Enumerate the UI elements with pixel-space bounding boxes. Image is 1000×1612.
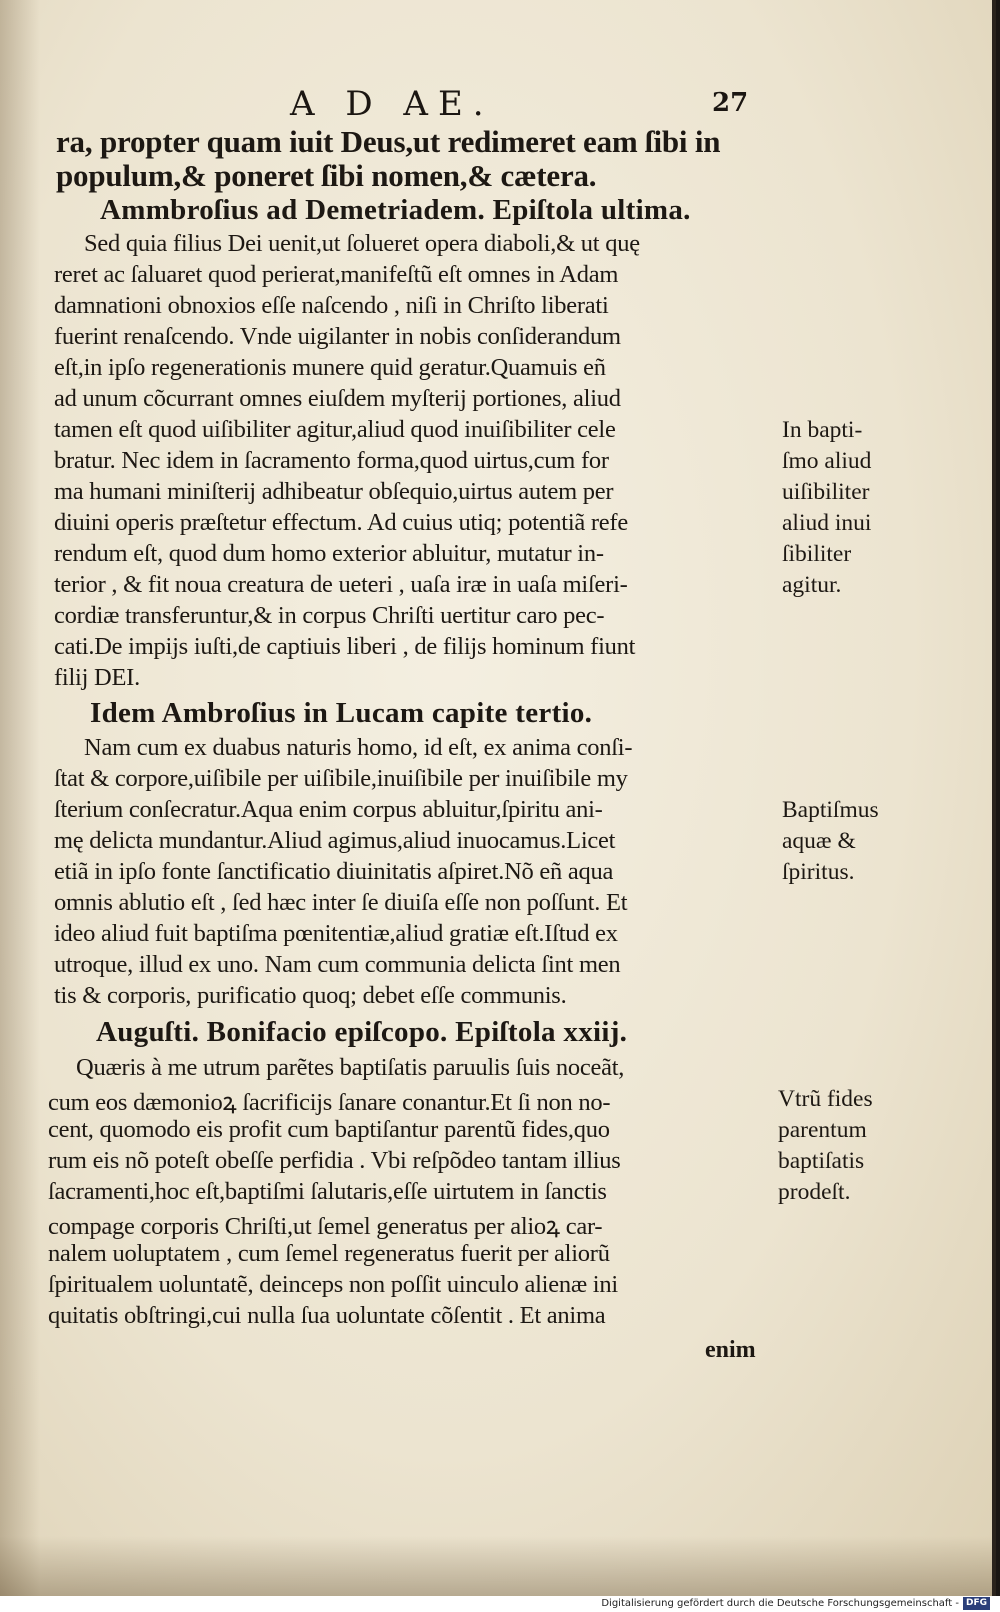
text-line: fuerint renaſcendo. Vnde uigilanter in nobis conſiderandum bbox=[54, 323, 621, 350]
text-line: tamen eſt quod uiſibiliter agitur,aliud quod inuiſibiliter cele bbox=[54, 416, 616, 443]
text-line: bratur. Nec idem in ſacramento forma,quod uirtus,cum for bbox=[54, 447, 609, 474]
marginal-note: baptiſatis bbox=[778, 1148, 865, 1174]
text-line: reret ac ſaluaret quod perierat,manifeſtũ eſt omnes in Adam bbox=[54, 261, 619, 288]
text-line: populum,& poneret ſibi nomen,& cætera. bbox=[56, 158, 597, 193]
marginal-note: aliud inui bbox=[782, 510, 872, 536]
catchword: enim bbox=[705, 1337, 756, 1363]
section-heading: Idem Ambroſius in Lucam capite tertio. bbox=[90, 697, 593, 729]
marginal-note: Vtrũ fides bbox=[778, 1086, 873, 1112]
text-line: omnis ablutio eſt , ſed hæc inter ſe diuiſa eſſe non poſſunt. Et bbox=[54, 889, 628, 916]
section-heading: Ammbroſius ad Demetriadem. Epiſtola ultima. bbox=[100, 194, 691, 226]
marginal-note: Baptiſmus bbox=[782, 797, 879, 823]
marginal-note: ſmo aliud bbox=[782, 448, 872, 474]
marginal-note: ſibiliter bbox=[782, 541, 852, 567]
page-number: 27 bbox=[712, 88, 749, 118]
text-line: rendum eſt, quod dum homo exterior abluitur, mutatur in- bbox=[54, 540, 604, 567]
marginal-note: In bapti- bbox=[782, 417, 863, 443]
text-line: nalem uoluptatem , cum ſemel regeneratus fuerit per aliorũ bbox=[48, 1240, 610, 1267]
footer-text: Digitalisierung gefördert durch die Deutsche Forschungsgemeinschaft - bbox=[601, 1598, 959, 1609]
marginal-note: ſpiritus. bbox=[782, 859, 855, 885]
text-line: ſtat & corpore,uiſibile per uiſibile,inuiſibile per inuiſibile my bbox=[54, 765, 628, 792]
text-line: cent, quomodo eis profit cum baptiſantur parentũ fides,quo bbox=[48, 1116, 610, 1143]
marginal-note: parentum bbox=[778, 1117, 867, 1143]
section-heading: Auguſti. Bonifacio epiſcopo. Epiſtola xxiij. bbox=[96, 1016, 628, 1048]
text-line: terior , & fit noua creatura de ueteri , uaſa iræ in uaſa miſeri- bbox=[54, 571, 628, 598]
text-line: compage corporis Chriſti,ut ſemel generatus per alioꝝ car- bbox=[48, 1213, 603, 1240]
text-line: tis & corporis, purificatio quoq; debet eſſe communis. bbox=[54, 982, 567, 1009]
text-line: ſacramenti,hoc eſt,baptiſmi ſalutaris,eſſe uirtutem in ſanctis bbox=[48, 1178, 607, 1205]
text-line: Quæris à me utrum parẽtes baptiſatis paruulis ſuis noceãt, bbox=[76, 1054, 625, 1081]
text-line: Nam cum ex duabus naturis homo, id eſt, ex anima conſi- bbox=[84, 734, 633, 761]
text-line: ma humani miniſterij adhibeatur obſequio,uirtus autem per bbox=[54, 478, 614, 505]
text-line: utroque, illud ex uno. Nam cum communia delicta ſint men bbox=[54, 951, 621, 978]
text-line: ſterium conſecratur.Aqua enim corpus abluitur,ſpiritu ani- bbox=[54, 796, 603, 823]
text-line: ra, propter quam iuit Deus,ut redimeret eam ſibi in bbox=[56, 124, 721, 159]
text-line: etiã in ipſo fonte ſanctificatio diuinitatis aſpiret.Nõ eñ aqua bbox=[54, 858, 614, 885]
text-line: mę delicta mundantur.Aliud agimus,aliud inuocamus.Licet bbox=[54, 827, 616, 854]
marginal-note: aquæ & bbox=[782, 828, 856, 854]
text-line: ſpiritualem uoluntatẽ, deinceps non poſſit uinculo alienæ ini bbox=[48, 1271, 618, 1298]
text-line: cum eos dæmonioꝝ ſacrificijs ſanare conantur.Et ſi non no- bbox=[48, 1089, 611, 1116]
text-line: diuini operis præſtetur effectum. Ad cuius utiq; potentiã refe bbox=[54, 509, 628, 536]
text-line: filij DEI. bbox=[54, 664, 140, 691]
text-line: Sed quia filius Dei uenit,ut ſolueret opera diaboli,& ut quę bbox=[84, 230, 640, 257]
marginal-note: uiſibiliter bbox=[782, 479, 870, 505]
text-line: damnationi obnoxios eſſe naſcendo , niſi in Chriſto liberati bbox=[54, 292, 609, 319]
running-head: A D AE. bbox=[290, 84, 494, 124]
text-line: ad unum cõcurrant omnes eiuſdem myſterij portiones, aliud bbox=[54, 385, 621, 412]
marginal-note: agitur. bbox=[782, 572, 842, 598]
marginal-note: prodeſt. bbox=[778, 1179, 851, 1205]
text-line: quitatis obſtringi,cui nulla ſua uoluntate cõſentit . Et anima bbox=[48, 1302, 606, 1329]
text-line: rum eis nõ poteſt obeſſe perfidia . Vbi reſpõdeo tantam illius bbox=[48, 1147, 621, 1174]
text-line: eſt,in ipſo regenerationis munere quid geratur.Quamuis eñ bbox=[54, 354, 606, 381]
text-line: cordiæ transferuntur,& in corpus Chriſti uertitur caro pec- bbox=[54, 602, 605, 629]
footer-credit bbox=[0, 1596, 1000, 1612]
dfg-logo: DFG bbox=[963, 1597, 990, 1610]
text-line: ideo aliud fuit baptiſma pœnitentiæ,aliud gratiæ eſt.Iſtud ex bbox=[54, 920, 618, 947]
text-line: cati.De impijs iuſti,de captiuis liberi , de filijs hominum fiunt bbox=[54, 633, 636, 660]
